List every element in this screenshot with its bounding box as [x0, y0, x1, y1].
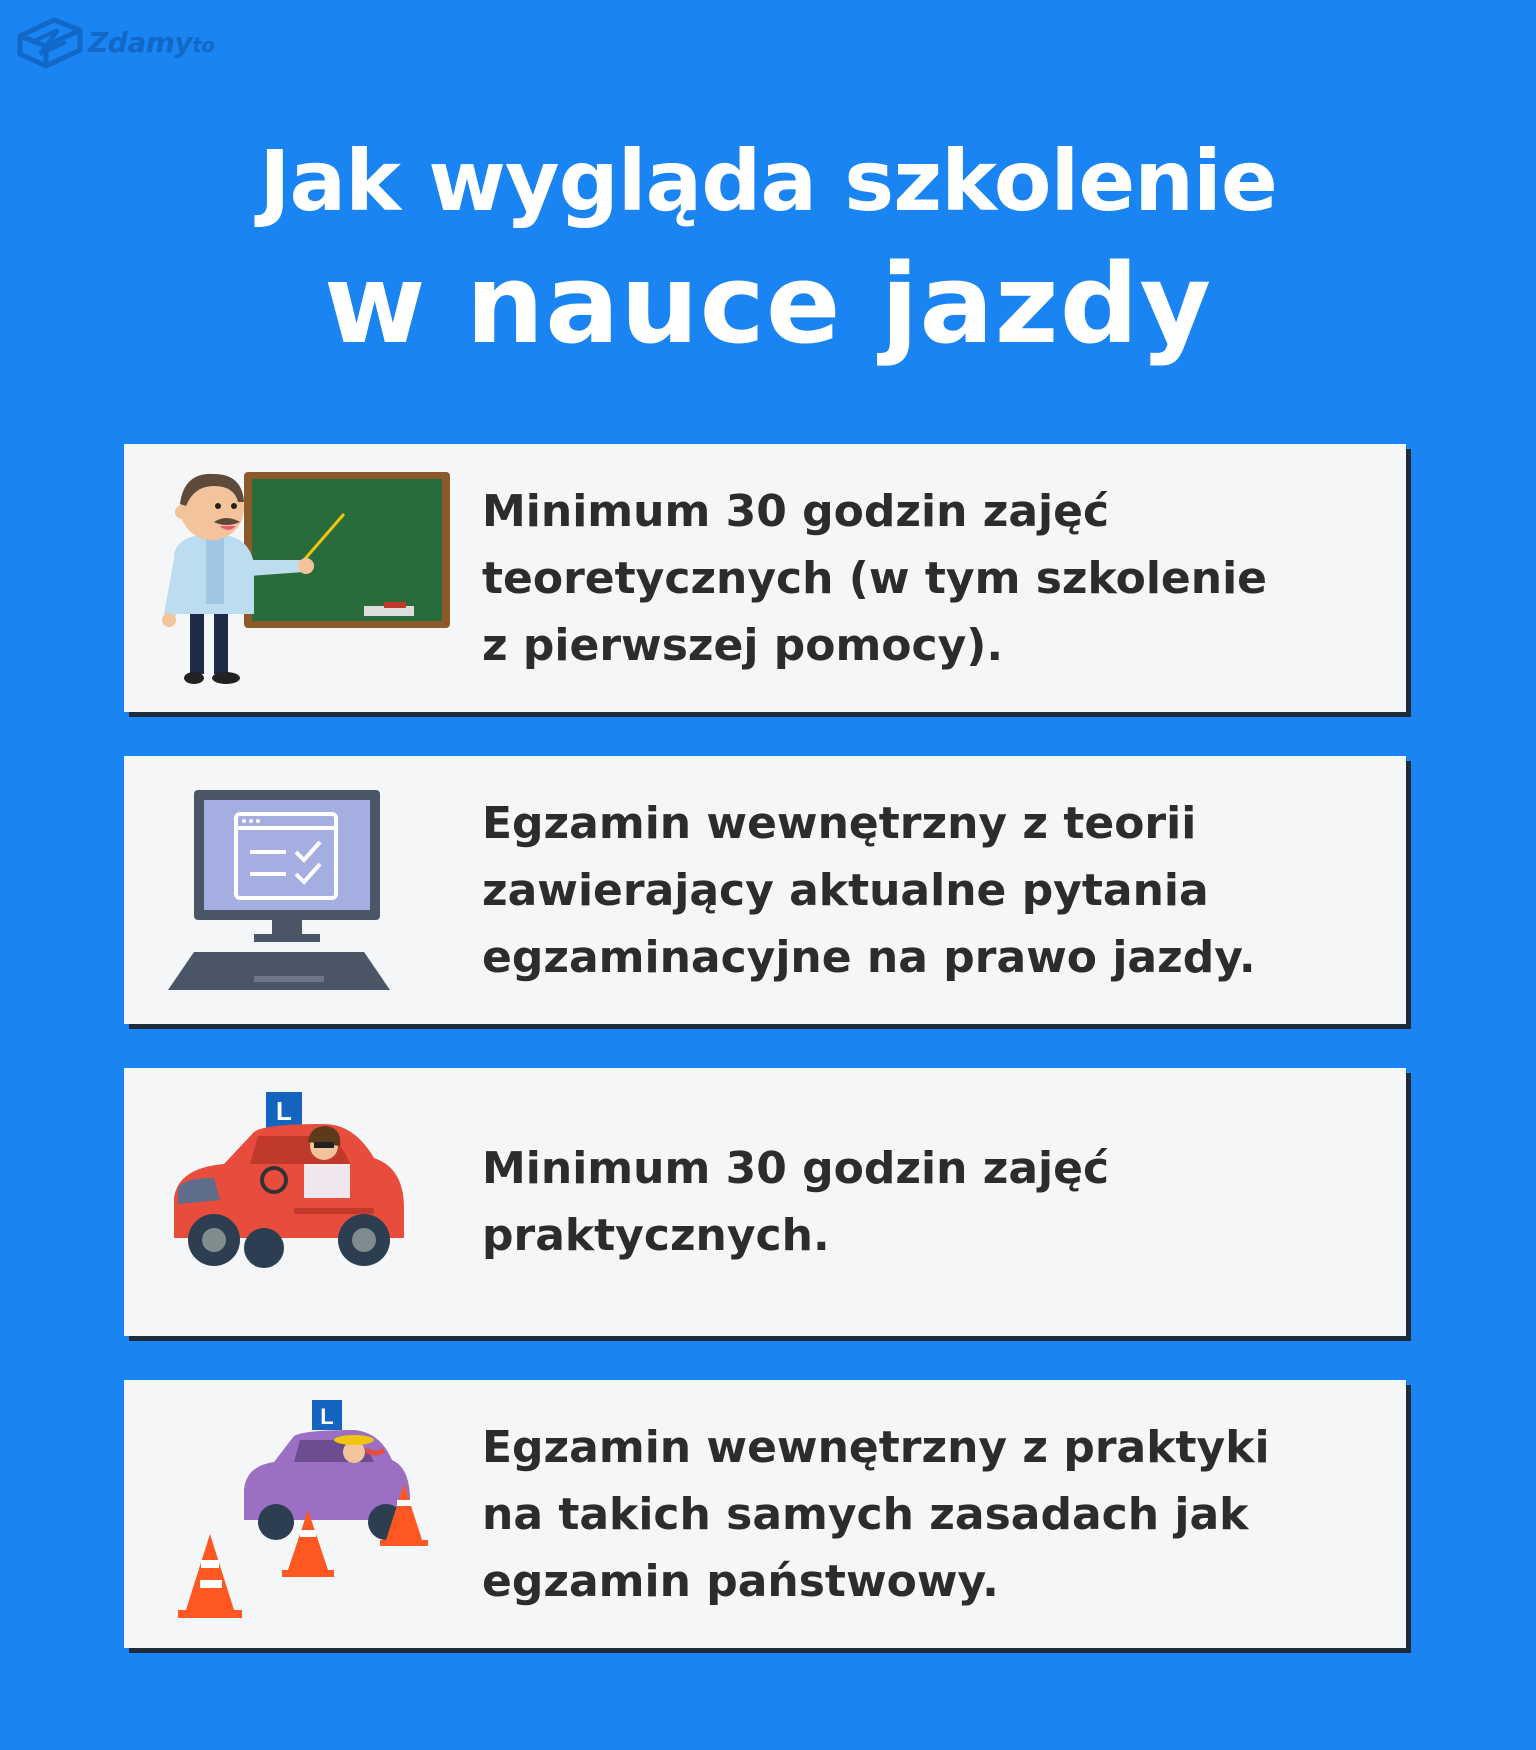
page-title-line1: Jak wygląda szkolenie	[259, 132, 1277, 230]
card-text: Egzamin wewnętrzny z praktyki na takich samych zasadach jak egzamin państwowy.	[482, 1421, 1270, 1607]
brand-logo	[14, 14, 214, 70]
card-theory-exam	[124, 756, 1406, 1024]
card-text: Minimum 30 godzin zajęć teoretycznych (w tym szkolenie z pierwszej pomocy).	[482, 485, 1268, 671]
learner-badge: L	[320, 1404, 334, 1429]
learner-car-icon	[154, 1088, 474, 1318]
learner-badge: L	[276, 1096, 292, 1126]
teacher-at-chalkboard-icon	[154, 464, 474, 694]
card-theory-hours	[124, 444, 1406, 712]
zdamy-to-logo-icon	[14, 14, 84, 70]
card-text: Egzamin wewnętrzny z teorii zawierający aktualne pytania egzaminacyjne na prawo jazdy.	[482, 797, 1256, 983]
logo-text: Zdamyto	[88, 25, 215, 59]
card-practice-exam	[124, 1380, 1406, 1648]
card-practice-hours	[124, 1068, 1406, 1336]
learner-car-with-cones-icon	[154, 1400, 474, 1630]
page-title-line2: w nauce jazdy	[323, 240, 1213, 368]
computer-exam-icon	[154, 776, 474, 1006]
card-text: Minimum 30 godzin zajęć praktycznych.	[482, 1143, 1110, 1261]
